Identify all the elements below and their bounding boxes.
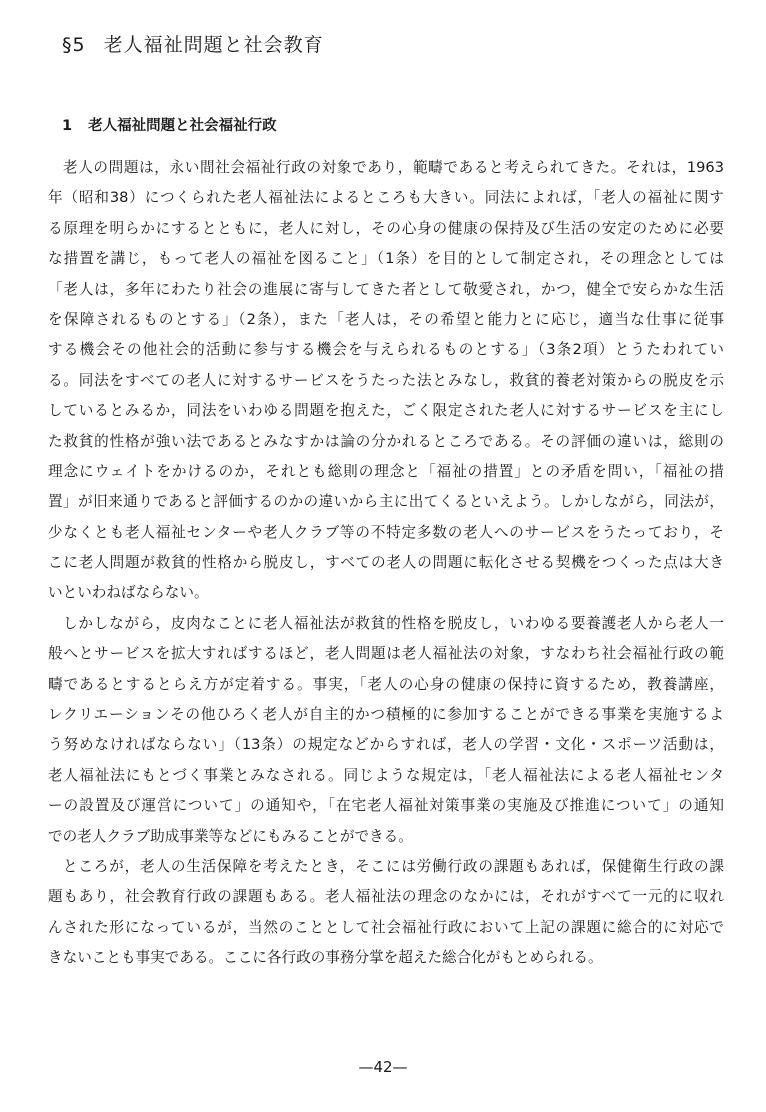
text-line: 理念にウェイトをかけるのか，それとも総則の理念と「福祉の措置」との矛盾を問い，「福祉の措 <box>48 462 724 480</box>
paragraph <box>48 852 724 974</box>
text-line: 少なくとも老人福祉センターや老人クラブ等の不特定多数の老人へのサービスをうたっており，そ <box>48 523 724 541</box>
text-line: 疇であるとするとらえ方が定着する。事実，「老人の心身の健康の保持に資するため，教養講座， <box>48 675 724 693</box>
text-line: レクリエーションその他ひろく老人が自主的かつ積極的に参加することができる事業を実施するよ <box>48 706 724 724</box>
text-line: んされた形になっているが，当然のこととして社会福祉行政において上記の課題に総合的に対応で <box>48 918 724 936</box>
subsection-title-text: 老人福祉問題と社会福祉行政 <box>88 118 277 134</box>
text-line: う努めなければならない」（13条）の規定などからすれば，老人の学習・文化・スポーツ活動は， <box>48 736 724 754</box>
body-text <box>48 153 724 974</box>
text-line: 般へとサービスを拡大すればするほど，老人問題は老人福祉法の対象，すなわち社会福祉行政の範 <box>48 645 724 663</box>
text-line: での老人クラブ助成事業等などにもみることができる。 <box>48 827 413 845</box>
text-line: 「老人は，多年にわたり社会の進展に寄与してきた者として敬愛され，かつ，健全で安らかな生活 <box>48 280 724 298</box>
text-line: 年（昭和38）につくられた老人福祉法によるところも大きい。同法によれば，「老人の福祉に関す <box>48 189 724 207</box>
text-line: た救貧的性格が強い法であるとみなすかは論の分かれるところである。その評価の違いは，総則の <box>48 432 724 450</box>
page-number: —42— <box>358 1058 408 1076</box>
text-line: る。同法をすべての老人に対するサービスをうたった法とみなし，救貧的養老対策からの脱皮を示 <box>48 371 724 389</box>
text-line: ーの設置及び運営について」の通知や，「在宅老人福祉対策事業の実施及び推進について」の通知 <box>48 797 724 815</box>
paragraph <box>48 153 724 609</box>
text-line: 老人福祉法にもとづく事業とみなされる。同じような規定は，「老人福祉法による老人福祉センタ <box>48 766 724 784</box>
text-line: 老人の問題は，永い間社会福祉行政の対象であり，範疇であると考えられてきた。それは，1963 <box>63 159 724 176</box>
subsection-heading <box>62 114 277 135</box>
text-line: る原理を明らかにするとともに，老人に対し，その心身の健康の保持及び生活の安定のために必要 <box>48 219 724 237</box>
paragraph <box>48 609 724 852</box>
text-line: 置」が旧来通りであると評価するのかの違いから主に出てくるといえよう。しかしながら，同法が， <box>48 493 724 511</box>
section-title-text: 老人福祉問題と社会教育 <box>103 34 324 56</box>
text-line: しているとみるか，同法をいわゆる問題を抱えた，ごく限定された老人に対するサービスを主にし <box>48 402 724 420</box>
section-heading <box>62 30 324 57</box>
text-line: な措置を講じ，もって老人の福祉を図ること」（1条）を目的として制定され，その理念としては <box>48 250 724 268</box>
text-line: きないことも事実である。ここに各行政の事務分掌を超えた総合化がもとめられる。 <box>48 949 603 967</box>
text-line: こに老人問題が救貧的性格から脱皮し，すべての老人の問題に転化させる契機をつくった点は大き <box>48 554 724 572</box>
text-line: を保障されるものとする」（2条），また「老人は，その希望と能力とに応じ，適当な仕事に従事 <box>48 310 724 328</box>
subsection-number: 1 <box>62 118 73 134</box>
section-number: §5 <box>62 34 86 56</box>
text-line: いといわねばならない。 <box>48 584 209 602</box>
text-line: する機会その他社会的活動に参与する機会を与えられるものとする」（3条2項）とうたわれてい <box>48 341 724 359</box>
text-line: 題もあり，社会教育行政の課題もある。老人福祉法の理念のなかには，それがすべて一元的に収れ <box>48 888 724 906</box>
text-line: しかしながら，皮肉なことに老人福祉法が救貧的性格を脱皮し，いわゆる要養護老人から老人一 <box>63 614 724 632</box>
text-line: ところが，老人の生活保障を考えたとき，そこには労働行政の課題もあれば，保健衛生行政の課 <box>63 857 724 875</box>
